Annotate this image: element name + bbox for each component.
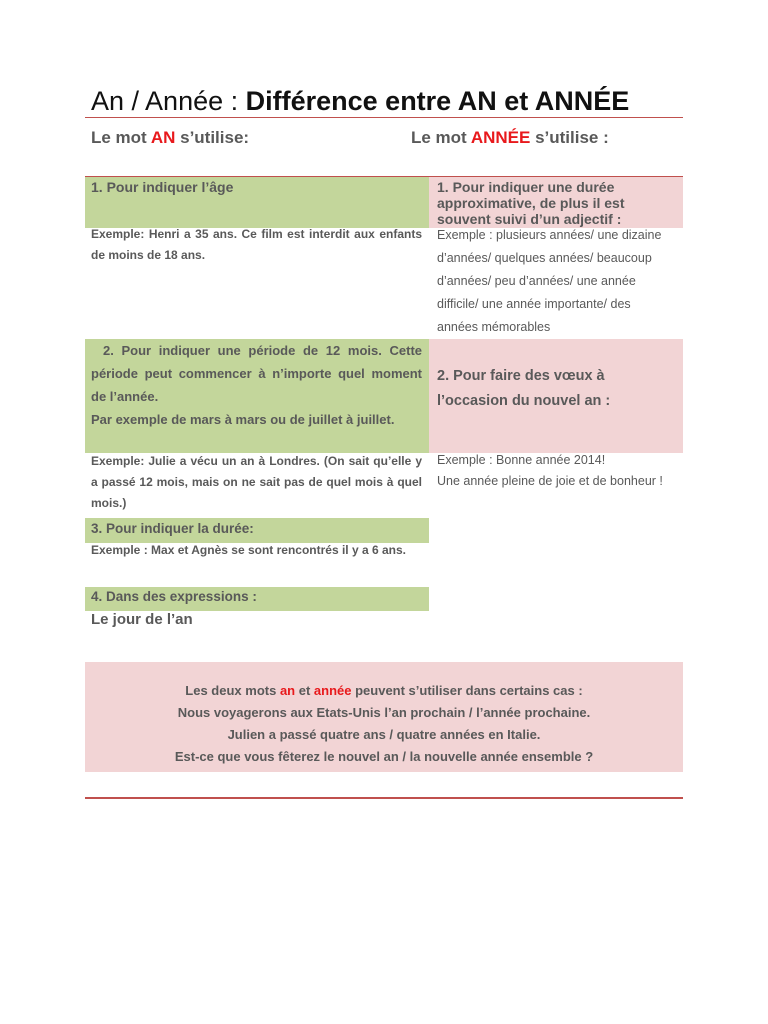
annee-heading-before: Le mot <box>411 128 471 147</box>
title-rule <box>85 117 683 118</box>
annee-section-2-example <box>437 450 681 492</box>
an-section-2-example: Exemple: Julie a vécu un an à Londres. (On sait qu’elle y a passé 12 mois, mais on ne sait pas de quel mois à quel mois.) <box>91 454 422 510</box>
annee-example-line: années mémorables <box>437 320 551 334</box>
an-column-heading <box>91 128 249 148</box>
an-heading-before: Le mot <box>91 128 151 147</box>
annee-section-1-example <box>437 224 681 339</box>
annee-heading-after: s’utilise : <box>530 128 609 147</box>
annee-section-2-line: 2. Pour faire des vœux à <box>437 368 605 384</box>
annee-section-2-header <box>429 339 683 453</box>
note-word-an: an <box>279 683 296 698</box>
note-line-4: Est-ce que vous fêterez le nouvel an / la nouvelle année ensemble ? <box>174 749 594 764</box>
annee-example-line: Exemple : Bonne année 2014! <box>437 453 606 467</box>
an-heading-after: s’utilise: <box>175 128 250 147</box>
annee-example-line: d’années/ peu d’années/ une année <box>437 274 636 288</box>
an-section-1-title: 1. Pour indiquer l’âge <box>91 179 234 195</box>
an-section-2-title: 2. Pour indiquer une période de 12 mois. Cette période peut commencer à n’importe quel moment de l’année. <box>91 343 422 404</box>
note-text <box>85 680 683 768</box>
note-line-3: Julien a passé quatre ans / quatre années en Italie. <box>227 727 541 742</box>
annee-example-line: Une année pleine de joie et de bonheur ! <box>437 474 663 488</box>
annee-section-2-title <box>437 364 610 414</box>
annee-example-line: Exemple : plusieurs années/ une dizaine <box>437 228 662 242</box>
annee-example-line: d’années/ quelques années/ beaucoup <box>437 251 652 265</box>
an-section-3-title: 3. Pour indiquer la durée: <box>91 521 254 536</box>
an-section-2-extra: Par exemple de mars à mars ou de juillet à juillet. <box>91 412 395 427</box>
page-title <box>91 86 629 117</box>
title-prefix: An / Année : <box>91 86 246 116</box>
an-heading-word: AN <box>150 128 176 147</box>
an-section-1-example: Exemple: Henri a 35 ans. Ce film est interdit aux enfants de moins de 18 ans. <box>91 227 422 262</box>
annee-section-1-header <box>429 177 683 228</box>
annee-heading-word: ANNÉE <box>470 128 531 147</box>
annee-example-line: difficile/ une année importante/ des <box>437 297 631 311</box>
annee-section-1-title: 1. Pour indiquer une durée approximative, de plus il est souvent suivi d’un adjectif : <box>437 179 625 227</box>
an-section-4-example: Le jour de l’an <box>91 611 193 628</box>
note-line-2: Nous voyagerons aux Etats-Unis l’an prochain / l’année prochaine. <box>177 705 591 720</box>
note-box <box>85 662 683 772</box>
title-main: Différence entre AN et ANNÉE <box>245 86 630 116</box>
annee-section-2-line: l’occasion du nouvel an : <box>437 393 611 409</box>
an-section-4-header <box>85 587 429 611</box>
note-word-annee: année <box>313 683 352 698</box>
an-section-3-example: Exemple : Max et Agnès se sont rencontrés il y a 6 ans. <box>91 543 407 557</box>
note-l1-b: peuvent s’utiliser dans certains cas : <box>351 683 583 698</box>
note-l1-et: et <box>295 683 314 698</box>
an-section-4-title: 4. Dans des expressions : <box>91 589 257 604</box>
an-section-2-header <box>85 339 429 453</box>
an-section-1-header <box>85 177 429 228</box>
note-line-1 <box>85 680 683 702</box>
note-l1-a: Les deux mots <box>185 683 280 698</box>
annee-column-heading <box>411 128 609 148</box>
bottom-rule <box>85 797 683 799</box>
